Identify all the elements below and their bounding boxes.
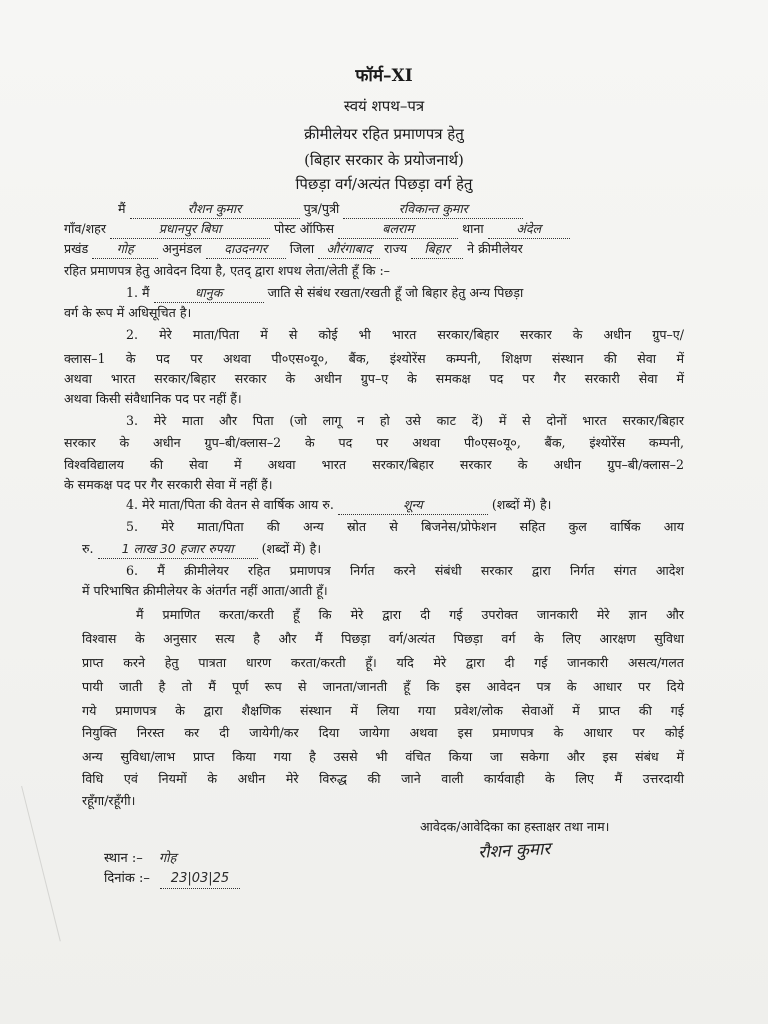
declaration-line-1: मैं प्रमाणित करता/करती हूँ कि मेरे द्वारा दी गई उपरोक्त जानकारी मेरे ज्ञान और bbox=[136, 607, 684, 622]
applicant-signature: रौशन कुमार bbox=[477, 839, 551, 863]
date-row: दिनांक :– 23|03|25 bbox=[104, 870, 240, 889]
clause-2-line-3: अथवा भारत सरकार/बिहार सरकार के अधीन ग्रुप–ए के समकक्ष पद पर गैर सरकारी सेवा में bbox=[64, 371, 684, 386]
declaration-line-3: प्राप्त करने हेतु पात्रता धारण करता/करती हूँ। यदि मेरे द्वारा दी गई जानकारी असत्य/गलत bbox=[82, 655, 684, 670]
intro-line-4: रहित प्रमाणपत्र हेतु आवेदन दिया है, एतद् द्वारा शपथ लेता/लेती हूँ कि :– bbox=[64, 263, 390, 278]
clause-3-line-4: के समकक्ष पद पर गैर सरकारी सेवा में नहीं हैं। bbox=[64, 477, 273, 492]
clause-1-line-2: वर्ग के रूप में अधिसूचित है। bbox=[64, 305, 192, 320]
clause-5-line-1: 5. मेरे माता/पिता की अन्य स्रोत से बिजनेस/प्रोफेशन सहित कुल वार्षिक आय bbox=[126, 519, 684, 534]
clause-5-line-2: रु. 1 लाख 30 हजार रुपया (शब्दों में) है। bbox=[82, 540, 321, 559]
block-field: गोह bbox=[92, 240, 158, 259]
declaration-line-8: विधि एवं नियमों के अधीन मेरे विरुद्ध की जाने वाली कार्यवाही के लिए मैं उत्तरदायी bbox=[82, 771, 684, 786]
paper-fold-mark bbox=[21, 779, 90, 942]
clause-3-line-2: सरकार के अधीन ग्रुप–बी/क्लास–2 के पद पर अथवा पी०एस०यू०, बैंक, इंश्योरेंस कम्पनी, bbox=[64, 435, 684, 450]
document-subtitle: क्रीमीलेयर रहित प्रमाणपत्र हेतु bbox=[304, 125, 464, 143]
clause-4-line: 4. मेरे माता/पिता की वेतन से वार्षिक आय रु. शून्य (शब्दों में) है। bbox=[126, 496, 551, 515]
district-field: औरंगाबाद bbox=[318, 240, 380, 259]
clause-2-line-4: अथवा किसी संवैधानिक पद पर नहीं हैं। bbox=[64, 391, 242, 406]
document-title: स्वयं शपथ–पत्र bbox=[343, 97, 425, 115]
intro-line-2: गाँव/शहर प्रधानपुर बिघा पोस्ट ऑफिस बलराम थाना अंदेल bbox=[64, 220, 570, 239]
signature-label: आवेदक/आवेदिका का हस्ताक्षर तथा नाम। bbox=[420, 819, 610, 834]
thana-field: अंदेल bbox=[488, 220, 570, 239]
intro-line-1: मैं रौशन कुमार पुत्र/पुत्री रविकान्त कुमार bbox=[118, 200, 523, 219]
document-category: पिछड़ा वर्ग/अत्यंत पिछड़ा वर्ग हेतु bbox=[295, 175, 473, 193]
form-number: फॉर्म–XI bbox=[355, 66, 413, 86]
declaration-line-2: विश्वास के अनुसार सत्य है और मैं पिछड़ा वर्ग/अत्यंत पिछड़ा वर्ग के लिए आरक्षण सुविधा bbox=[82, 631, 684, 646]
clause-2-line-1: 2. मेरे माता/पिता में से कोई भी भारत सरकार/बिहार सरकार के अधीन ग्रुप–ए/ bbox=[126, 327, 684, 342]
clause-6-line-1: 6. मैं क्रीमीलेयर रहित प्रमाणपत्र निर्गत करने संबंधी सरकार द्वारा निर्गत संगत आदेश bbox=[126, 563, 684, 578]
clause-1-line-1: 1. मैं धानुक जाति से संबंध रखता/रखती हूँ जो बिहार हेतु अन्य पिछड़ा bbox=[126, 284, 523, 303]
declaration-line-4: पायी जाती है तो मैं पूर्ण रूप से जानता/जानती हूँ कि इस आवेदन पत्र के आधार पर दिये bbox=[82, 679, 684, 694]
caste-field: धानुक bbox=[154, 284, 264, 303]
document-purpose: (बिहार सरकार के प्रयोजनार्थ) bbox=[304, 151, 464, 169]
declaration-line-7: अन्य सुविधा/लाभ प्राप्त किया गया है उससे भी वंचित किया जा सकेगा और इस संबंध में bbox=[82, 749, 684, 764]
father-name-field: रविकान्त कुमार bbox=[343, 200, 523, 219]
date-value: 23|03|25 bbox=[160, 870, 240, 889]
intro-line-3: प्रखंड गोह अनुमंडल दाउदनगर जिला औरंगाबाद राज्य बिहार ने क्रीमीलेयर bbox=[64, 240, 523, 259]
clause-3-line-3: विश्वविद्यालय की सेवा में अथवा भारत सरकार/बिहार सरकार के अधीन ग्रुप–बी/क्लास–2 bbox=[64, 457, 684, 472]
subdivision-field: दाउदनगर bbox=[206, 240, 286, 259]
clause-6-line-2: में परिभाषित क्रीमीलेयर के अंतर्गत नहीं आता/आती हूँ। bbox=[82, 583, 328, 598]
village-field: प्रधानपुर बिघा bbox=[110, 220, 270, 239]
declaration-line-9: रहूँगा/रहूँगी। bbox=[82, 793, 136, 808]
salary-income-field: शून्य bbox=[338, 496, 488, 515]
post-office-field: बलराम bbox=[338, 220, 458, 239]
clause-3-line-1: 3. मेरे माता और पिता (जो लागू न हो उसे काट दें) में से दोनों भारत सरकार/बिहार bbox=[126, 413, 684, 428]
place-row: स्थान :– गोह bbox=[104, 851, 177, 866]
applicant-name-field: रौशन कुमार bbox=[130, 200, 300, 219]
declaration-line-5: गये प्रमाणपत्र के द्वारा शैक्षणिक संस्थान में लिया गया प्रवेश/लोक सेवाओं में प्राप्त की गई bbox=[82, 703, 684, 718]
place-value: गोह bbox=[158, 851, 177, 866]
declaration-line-6: नियुक्ति निरस्त कर दी जायेगी/कर दिया जायेगा अथवा इस प्रमाणपत्र के आधार पर कोई bbox=[82, 725, 684, 740]
other-income-field: 1 लाख 30 हजार रुपया bbox=[98, 540, 258, 559]
clause-2-line-2: क्लास–1 के पद पर अथवा पी०एस०यू०, बैंक, इंश्योरेंस कम्पनी, शिक्षण संस्थान की सेवा में bbox=[64, 351, 684, 366]
state-field: बिहार bbox=[411, 240, 463, 259]
